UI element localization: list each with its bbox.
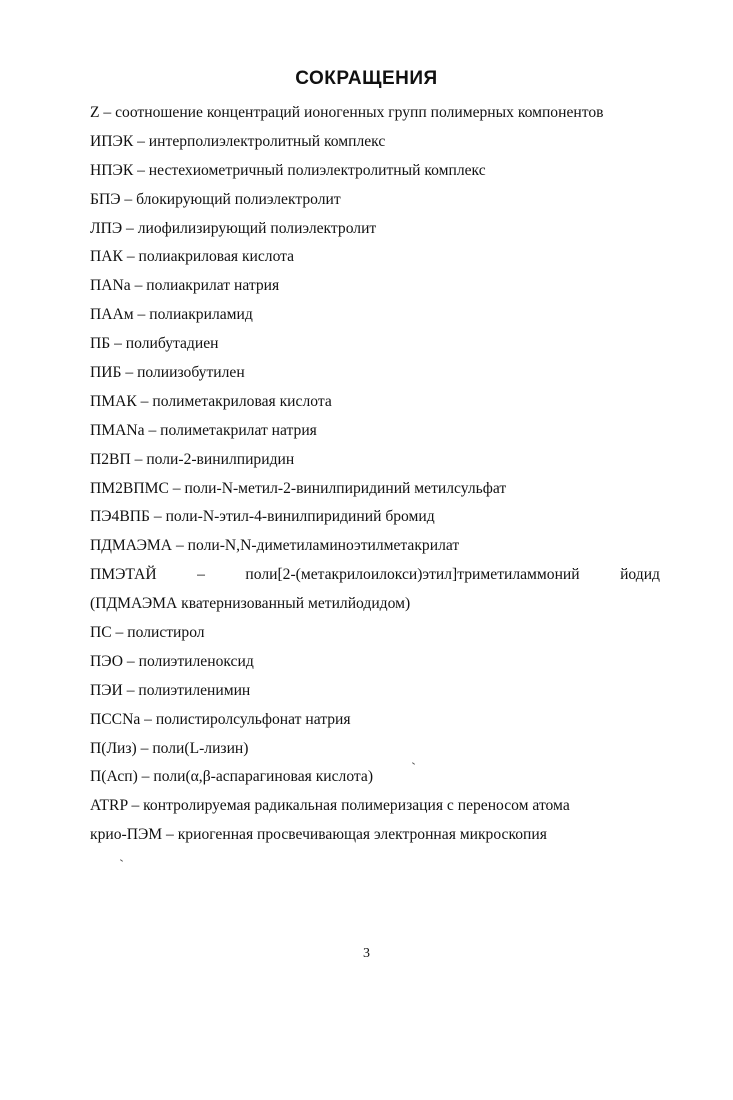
list-item: ПССNa – полистиролсульфонат натрия — [90, 710, 351, 728]
list-item-pmetai-continuation: (ПДМАЭМА кватернизованный метилйодидом) — [90, 595, 411, 613]
scan-speck — [120, 859, 123, 862]
pmetai-definition: поли[2-(метакрилоилокси)этил]триметиламмоний — [245, 566, 580, 584]
pmetai-dash: – — [197, 566, 205, 584]
list-item: ПС – полистирол — [90, 624, 205, 642]
list-item: ПАNa – полиакрилат натрия — [90, 277, 280, 295]
list-item: ИПЭК – интерполиэлектролитный комплекс — [90, 132, 386, 150]
list-item: П2ВП – поли-2-винилпиридин — [90, 450, 295, 468]
list-item: ПАК – полиакриловая кислота — [90, 248, 295, 266]
list-item: ПЭО – полиэтиленоксид — [90, 652, 254, 670]
page-number: 3 — [363, 946, 370, 961]
page-title: СОКРАЩЕНИЯ — [295, 68, 438, 89]
list-item: ПЭИ – полиэтиленимин — [90, 681, 251, 699]
list-item: НПЭК – нестехиометричный полиэлектролитный комплекс — [90, 161, 486, 179]
list-item: ПМАК – полиметакриловая кислота — [90, 392, 332, 410]
list-item: ПААм – полиакриламид — [90, 306, 253, 324]
abbreviation-list — [90, 99, 660, 850]
pmetai-definition-end: йодид — [620, 566, 660, 584]
list-item-pmetai — [90, 561, 660, 590]
list-item: П(Асп) – поли(α,β-аспарагиновая кислота) — [90, 768, 374, 786]
list-item: ПМАNa – полиметакрилат натрия — [90, 421, 317, 439]
list-item: ЛПЭ – лиофилизирующий полиэлектролит — [90, 219, 377, 237]
list-item: ПДМАЭМА – поли-N,N-диметиламиноэтилметакрилат — [90, 537, 460, 555]
list-item: ПИБ – полиизобутилен — [90, 364, 245, 382]
list-item: ПЭ4ВПБ – поли-N-этил-4-винилпиридиний бромид — [90, 508, 435, 526]
list-item: ПБ – полибутадиен — [90, 335, 219, 353]
list-item: крио-ПЭМ – криогенная просвечивающая электронная микроскопия — [90, 826, 547, 844]
list-item: Z – соотношение концентраций ионогенных групп полимерных компонентов — [90, 104, 604, 121]
list-item: БПЭ – блокирующий полиэлектролит — [90, 190, 341, 208]
pmetai-term: ПМЭТАЙ — [90, 566, 157, 584]
list-item: ATRP – контролируемая радикальная полимеризация с переносом атома — [90, 797, 570, 815]
list-item: ПМ2ВПМС – поли-N-метил-2-винилпиридиний метилсульфат — [90, 479, 507, 497]
list-item: П(Лиз) – поли(L-лизин) — [90, 739, 249, 757]
